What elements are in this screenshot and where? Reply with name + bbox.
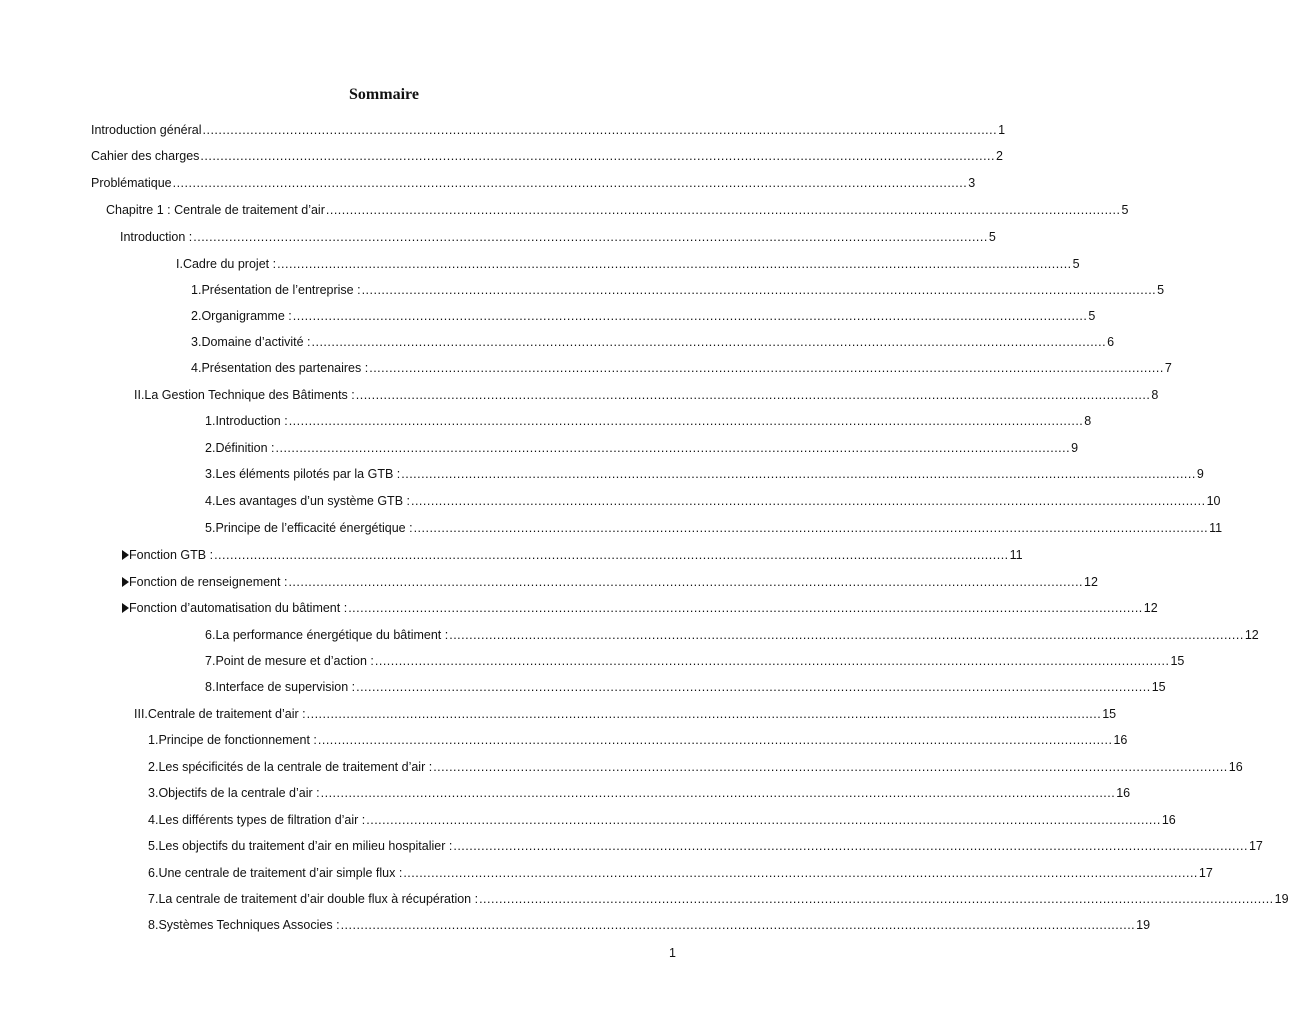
- toc-entry-number: 3.: [205, 467, 216, 481]
- toc-leader: ........................................................................................................................................................................................................: [193, 230, 988, 244]
- toc-entry-label: Présentation de l’entreprise :: [201, 283, 361, 297]
- toc-entry[interactable]: [122, 599, 1158, 617]
- toc-entry-label: Systèmes Techniques Associes :: [158, 918, 340, 932]
- toc-entry[interactable]: [148, 837, 1263, 855]
- toc-entry-label: Organigramme :: [201, 309, 292, 323]
- toc-entry-label: Centrale de traitement d’air :: [147, 707, 306, 721]
- toc-entry-number: 6.: [148, 866, 159, 880]
- toc-entry-number: 4.: [191, 361, 202, 375]
- toc-leader: ........................................................................................................................................................................................................: [172, 176, 968, 190]
- toc-leader: ........................................................................................................................................................................................................: [433, 760, 1228, 774]
- toc-entry-number: 7.: [205, 654, 216, 668]
- toc-leader: ........................................................................................................................................................................................................: [413, 521, 1209, 535]
- toc-entry-number: 1.: [205, 414, 216, 428]
- toc-leader: ........................................................................................................................................................................................................: [340, 918, 1136, 932]
- toc-entry-page: 11: [1009, 548, 1023, 562]
- toc-entry[interactable]: [191, 307, 1096, 325]
- toc-leader: ........................................................................................................................................................................................................: [288, 414, 1084, 428]
- toc-entry[interactable]: [191, 281, 1165, 299]
- toc-entry-page: 9: [1071, 441, 1079, 455]
- toc-entry-label: Les avantages d’un système GTB :: [215, 494, 410, 508]
- toc-entry[interactable]: [122, 546, 1023, 564]
- toc-leader: ........................................................................................................................................................................................................: [355, 388, 1151, 402]
- toc-entry-label: Une centrale de traitement d’air simple flux :: [158, 866, 403, 880]
- toc-leader: ........................................................................................................................................................................................................: [325, 203, 1121, 217]
- toc-entry[interactable]: [205, 519, 1223, 537]
- toc-entry-page: 5: [988, 230, 996, 244]
- toc-entry-page: 16: [1113, 733, 1128, 747]
- toc-entry[interactable]: [148, 731, 1128, 749]
- toc-entry-page: 12: [1084, 575, 1098, 589]
- toc-entry[interactable]: [120, 228, 996, 246]
- toc-entry-page: 15: [1151, 680, 1166, 694]
- toc-entry-label: Cadre du projet :: [182, 257, 277, 271]
- toc-leader: ........................................................................................................................................................................................................: [453, 839, 1248, 853]
- toc-entry-number: 6.: [205, 628, 216, 642]
- toc-entry-number: 3.: [191, 335, 202, 349]
- toc-entry-number: 3.: [148, 786, 159, 800]
- toc-entry-label: La Gestion Technique des Bâtiments :: [144, 388, 355, 402]
- toc-entry-page: 3: [968, 176, 976, 190]
- toc-entry-page: 10: [1206, 494, 1221, 508]
- toc-entry[interactable]: [205, 678, 1166, 696]
- toc-entry-page: 6: [1107, 335, 1115, 349]
- toc-entry-label: Principe de l’efficacité énergétique :: [215, 521, 413, 535]
- toc-leader: ........................................................................................................................................................................................................: [320, 786, 1116, 800]
- toc-entry[interactable]: [148, 811, 1176, 829]
- toc-leader: ........................................................................................................................................................................................................: [410, 494, 1206, 508]
- toc-entry[interactable]: [91, 174, 976, 192]
- toc-entry-number: 7.: [148, 892, 159, 906]
- toc-entry[interactable]: [205, 492, 1221, 510]
- toc-leader: ........................................................................................................................................................................................................: [479, 892, 1274, 906]
- toc-entry[interactable]: [106, 201, 1129, 219]
- toc-entry[interactable]: [148, 784, 1131, 802]
- toc-entry-number: 8.: [148, 918, 159, 932]
- toc-entry-number: 2.: [205, 441, 216, 455]
- toc-entry[interactable]: [91, 147, 1003, 165]
- toc-entry-page: 5: [1157, 283, 1165, 297]
- toc-entry-page: 19: [1274, 892, 1289, 906]
- toc-entry[interactable]: [148, 890, 1289, 908]
- toc-entry-label: Définition :: [215, 441, 275, 455]
- toc-entry-page: 2: [996, 149, 1003, 163]
- toc-entry-page: 5: [1088, 309, 1096, 323]
- toc-entry-label: Les spécificités de la centrale de traitement d’air :: [158, 760, 433, 774]
- toc-entry[interactable]: [148, 916, 1151, 934]
- toc-entry-number: 8.: [205, 680, 216, 694]
- arrow-bullet-icon: [122, 550, 129, 560]
- arrow-bullet-icon: [122, 577, 129, 587]
- toc-entry[interactable]: [134, 386, 1159, 404]
- toc-entry-label: Les différents types de filtration d’air :: [158, 813, 366, 827]
- toc-leader: ........................................................................................................................................................................................................: [311, 335, 1107, 349]
- toc-entry-label: Les objectifs du traitement d’air en milieu hospitalier :: [158, 839, 453, 853]
- toc-entry-page: 12: [1244, 628, 1259, 642]
- toc-entry-label: Principe de fonctionnement :: [158, 733, 317, 747]
- toc-leader: ........................................................................................................................................................................................................: [348, 601, 1143, 615]
- toc-entry-label: Point de mesure et d’action :: [215, 654, 374, 668]
- toc-entry[interactable]: [205, 439, 1079, 457]
- toc-entry[interactable]: [148, 758, 1243, 776]
- toc-leader: ........................................................................................................................................................................................................: [275, 441, 1071, 455]
- toc-entry-page: 16: [1161, 813, 1176, 827]
- toc-entry-label: Introduction :: [120, 230, 193, 244]
- toc-leader: ........................................................................................................................................................................................................: [202, 123, 998, 137]
- toc-entry-label: La centrale de traitement d’air double flux à récupération :: [158, 892, 479, 906]
- toc-leader: ........................................................................................................................................................................................................: [369, 361, 1164, 375]
- toc-entry-label: Présentation des partenaires :: [201, 361, 369, 375]
- toc-entry-page: 17: [1198, 866, 1213, 880]
- toc-entry-number: 5.: [205, 521, 216, 535]
- toc-entry-page: 8: [1084, 414, 1092, 428]
- toc-entry-bullet: [122, 573, 129, 591]
- toc-entry[interactable]: [205, 412, 1092, 430]
- toc-entry-page: 16: [1228, 760, 1243, 774]
- toc-entry-page: 15: [1102, 707, 1117, 721]
- toc-entry-page: 16: [1116, 786, 1131, 800]
- toc-leader: ........................................................................................................................................................................................................: [374, 654, 1170, 668]
- toc-entry-page: 19: [1136, 918, 1151, 932]
- toc-leader: ........................................................................................................................................................................................................: [200, 149, 995, 163]
- toc-leader: ........................................................................................................................................................................................................: [449, 628, 1244, 642]
- toc-entry-label: Introduction :: [215, 414, 288, 428]
- toc-entry-label: Problématique: [91, 176, 172, 190]
- toc-entry-number: 4.: [148, 813, 159, 827]
- toc-entry-page: 5: [1072, 257, 1080, 271]
- toc-entry-number: 4.: [205, 494, 216, 508]
- toc-entry-page: 11: [1209, 521, 1223, 535]
- toc-entry-page: 12: [1143, 601, 1158, 615]
- toc-entry-page: 17: [1248, 839, 1263, 853]
- toc-entry-page: 15: [1170, 654, 1185, 668]
- arrow-bullet-icon: [122, 603, 129, 613]
- toc-entry-number: 2.: [148, 760, 159, 774]
- toc-entry[interactable]: [176, 255, 1080, 273]
- toc-entry-label: Fonction GTB :: [129, 548, 214, 562]
- toc-leader: ........................................................................................................................................................................................................: [361, 283, 1157, 297]
- toc-entry-page: 7: [1164, 361, 1172, 375]
- toc-entry-page: 1: [998, 123, 1006, 137]
- toc-entry-label: Fonction d’automatisation du bâtiment :: [129, 601, 348, 615]
- toc-leader: ........................................................................................................................................................................................................: [306, 707, 1102, 721]
- toc-entry-label: Chapitre 1 : Centrale de traitement d’air: [106, 203, 325, 217]
- toc-leader: ........................................................................................................................................................................................................: [403, 866, 1198, 880]
- toc-entry[interactable]: [205, 652, 1185, 670]
- toc-entry-label: Les éléments pilotés par la GTB :: [215, 467, 401, 481]
- toc-entry-page: 8: [1151, 388, 1159, 402]
- toc-entry[interactable]: [148, 864, 1213, 882]
- toc-entry[interactable]: [91, 121, 1006, 139]
- toc-entry-label: Introduction général: [91, 123, 202, 137]
- toc-leader: ........................................................................................................................................................................................................: [214, 548, 1009, 562]
- page-number: 1: [669, 946, 676, 960]
- toc-leader: ........................................................................................................................................................................................................: [366, 813, 1161, 827]
- page-title: Sommaire: [349, 86, 419, 103]
- toc-leader: ........................................................................................................................................................................................................: [317, 733, 1113, 747]
- toc-entry-bullet: [122, 546, 129, 564]
- toc-leader: ........................................................................................................................................................................................................: [292, 309, 1088, 323]
- toc-entry-label: Cahier des charges: [91, 149, 200, 163]
- toc-entry-label: La performance énergétique du bâtiment :: [215, 628, 449, 642]
- toc-entry-number: III.: [134, 707, 148, 721]
- toc-entry[interactable]: [205, 465, 1204, 483]
- toc-entry-number: 5.: [148, 839, 159, 853]
- toc-entry[interactable]: [122, 573, 1098, 591]
- toc-entry-label: Objectifs de la centrale d’air :: [158, 786, 320, 800]
- toc-leader: ........................................................................................................................................................................................................: [356, 680, 1151, 694]
- toc-entry[interactable]: [205, 626, 1259, 644]
- toc-entry-number: II.: [134, 388, 145, 402]
- toc-entry[interactable]: [191, 359, 1172, 377]
- toc-entry-page: 5: [1121, 203, 1129, 217]
- toc-leader: ........................................................................................................................................................................................................: [288, 575, 1084, 589]
- toc-entry[interactable]: [134, 705, 1117, 723]
- toc-entry-number: I.: [176, 257, 183, 271]
- toc-entry-label: Interface de supervision :: [215, 680, 356, 694]
- toc-entry-number: 2.: [191, 309, 202, 323]
- toc-entry[interactable]: [191, 333, 1115, 351]
- toc-entry-label: Fonction de renseignement :: [129, 575, 288, 589]
- toc-entry-label: Domaine d’activité :: [201, 335, 311, 349]
- toc-entry-page: 9: [1196, 467, 1204, 481]
- toc-entry-number: 1.: [148, 733, 159, 747]
- toc-leader: ........................................................................................................................................................................................................: [277, 257, 1072, 271]
- toc-entry-bullet: [122, 599, 129, 617]
- toc-entry-number: 1.: [191, 283, 202, 297]
- toc-leader: ........................................................................................................................................................................................................: [401, 467, 1196, 481]
